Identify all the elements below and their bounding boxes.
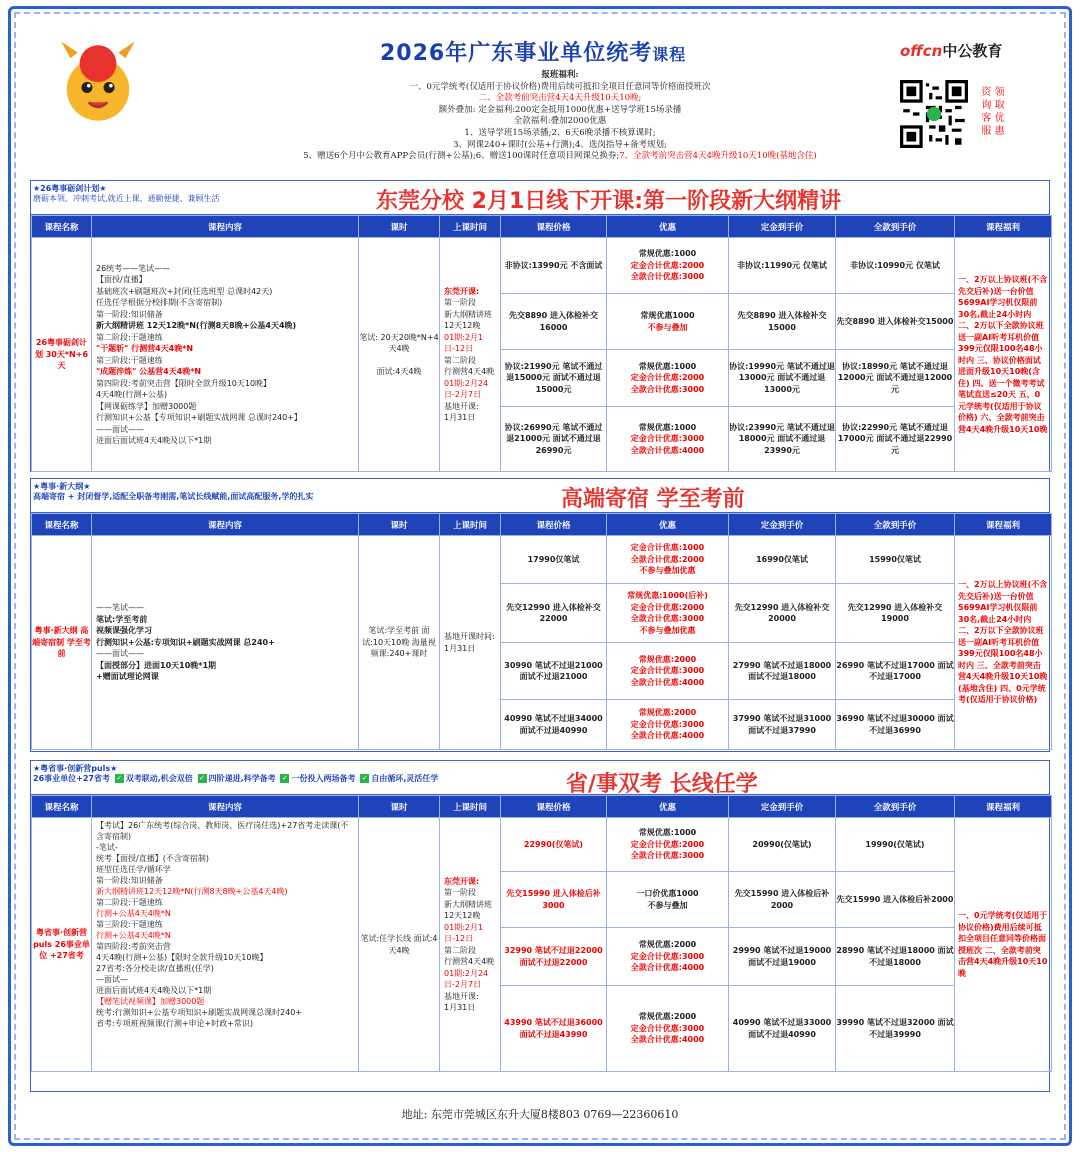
price-cell: 先交15990 进入体检后补3000: [501, 872, 607, 928]
section-header: ★26粤事砺剑计划★ 磨砺本领、冲刺考试,就近上课、通勤便捷、兼顾生活 东莞分校 2月1日线下开课:第一阶段新大纲精讲: [31, 181, 1049, 215]
full-price-cell: 非协议:10990元 仅笔试: [836, 238, 955, 294]
full-price-cell: 28990 笔试不过退18000 面试不过退18000: [836, 928, 955, 986]
table-header-row: 课程名称 课程内容 课时 上课时间 课程价格 优惠 定金到手价 全款到手价 课程福利: [32, 216, 1052, 238]
discount-cell: 一口价优惠1000 不参与叠加: [607, 872, 729, 928]
enrollment-benefits: 报班福利: 一、0元学统考(仅适用于协议价格)费用后续可抵扣全项目任意同等价格面授班次 二、全款考前突击营4天4天升级10天10晚; 额外叠加: 定金福利:200定金抵用1000优惠+送导学班15场录播 全款福利:叠加2000优惠 1、送导学班15场录播;2、6天6晚录播不核算课时; 3、网课240+课时(公基+行测);4、选岗指导+备考规划; 5、赠送6个月中公教育APP会员(行测+公基);6、赠送100课时任意项目网课兑换券;7、全款考前突击营4天4晚升级10天10晚(基地含住): [303, 70, 817, 162]
course-hours: 笔试:任学长线 面试:4天4晚: [359, 818, 440, 1072]
price-cell: 30990 笔试不过退21000 面试不过退21000: [501, 643, 607, 700]
qr-caption: 资 领 询 取 客 优 服 惠: [981, 87, 1005, 137]
discount-cell: 常规优惠:1000 定金合计优惠:2000 全款合计优惠:3000: [607, 350, 729, 407]
discount-cell: 常规优惠:2000 定金合计优惠:3000 全款合计优惠:4000: [607, 986, 729, 1072]
brand-logo: offcn中公教育: [900, 42, 1003, 60]
discount-cell: 常规优惠:2000 定金合计优惠:3000 全款合计优惠:4000: [607, 928, 729, 986]
price-cell: 先交8890 进入体检补交16000: [501, 294, 607, 350]
deposit-price-cell: 37990 笔试不过退31000 面试不过退37990: [729, 700, 836, 750]
price-cell: 40990 笔试不过退34000 面试不过退40990: [501, 700, 607, 750]
discount-cell: 常规优惠1000 不参与叠加: [607, 294, 729, 350]
course-name: 粤事·新大纲 高端寄宿制 学至考前: [32, 536, 92, 750]
course-welfare: 一、2万以上协议班(不含先交后补)送一台价值5699AI学习机仅限前30名,截止24小时内 二、2万以下全款协议班送一副AI听考耳机价值399元仅限100名48小时内 三、全款考前突击营4天4晚升级10天10晚(基地含住) 四、0元学统考(仅适用于协议价格): [955, 536, 1052, 750]
price-cell: 43990 笔试不过退36000 面试不过退43990: [501, 986, 607, 1072]
discount-cell: 常规优惠:1000 定金合计优惠:2000 全款合计优惠:3000: [607, 238, 729, 294]
class-time: 东莞开课: 第一阶段 新大纲精讲班 12天12晚 01期:2月1日-12日 第二阶段 行测营4天4晚 01期:2月24日-2月7日 基地开课: 1月31日: [440, 238, 501, 472]
table-row: [32, 536, 1052, 584]
course-table: [31, 795, 1052, 1072]
deposit-price-cell: 20990(仅笔试): [729, 818, 836, 872]
full-price-cell: 协议:22990元 笔试不通过退17000元 面试不通过退22990元: [836, 407, 955, 472]
section-innovation-camp: [30, 760, 1050, 1092]
full-price-cell: 15990仅笔试: [836, 536, 955, 584]
discount-cell: 常规优惠:2000 定金合计优惠:3000 全款合计优惠:4000: [607, 643, 729, 700]
full-price-cell: 26990 笔试不过退17000 面试不过退17000: [836, 643, 955, 700]
deposit-price-cell: 先交15990 进入体检后补2000: [729, 872, 836, 928]
check-icon: ✓: [282, 774, 288, 782]
course-table: [31, 215, 1052, 472]
discount-cell: 常规优惠:1000 定金合计优惠:2000 全款合计优惠:3000: [607, 818, 729, 872]
full-price-cell: 协议:18990元 笔试不通过退12000元 面试不通过退12000元: [836, 350, 955, 407]
course-content: ——笔试—— 笔试:学至考前 视频课强化学习 行测知识+公基:专项知识+刷题实战网课 总240+ ——面试—— 【面授部分】进面10天10晚*1期 +赠面试理论网课: [92, 536, 359, 750]
course-welfare: 一、0元学统考(仅适用于协议价格)费用后续可抵扣全项目任意同等价格面授班次 二、全款考前突击营4天4晚升级10天10晚: [955, 818, 1052, 1072]
course-hours: 笔试:学至考前 面试:10天10晚 海量视频课:240+课时: [359, 536, 440, 750]
price-cell: 协议:26990元 笔试不通过退21000元 面试不通过退26990元: [501, 407, 607, 472]
section-header: ★粤省事·创新营puls★ 26事业单位+27省考 ✓ 双考联动,机会双倍 ✓ 四阶递进,科学备考 ✓ 一份投入两场备考 ✓ 自由循环,灵活任学 省/事双考 长线任学: [31, 761, 1049, 795]
price-cell: 17990仅笔试: [501, 536, 607, 584]
table-row: [32, 818, 1052, 872]
course-content: 26统考——笔试—— 【面授/直播】 基础班次+刷题班次+封闭(任选班型 总课时42天) 任选任学根据分校排期(不含寄宿制) 第一阶段:知识储备 新大纲精讲班 12天12晚*N(行测8天8晚+公基4天4晚) 第二阶段:干题速练 "干题斩" 行测营4天4晚*N 第三阶段:干题速练 "成题淬炼" 公基营4天4晚*N 第四阶段:考前突击营【限时全款升级10天10晚】 4天4晚(行测+公基) 【网课砺练学】加赠3000题 行测知识+公基【专项知识+刷题实战网课 总课时240+】 ——面试—— 进面后面试班4天4晚及以下*1期: [92, 238, 359, 472]
price-cell: 协议:21990元 笔试不通过退15000元 面试不通过退15000元: [501, 350, 607, 407]
deposit-price-cell: 协议:19990元 笔试不通过退13000元 面试不通过退13000元: [729, 350, 836, 407]
course-table: [31, 513, 1052, 750]
deposit-price-cell: 27990 笔试不过退18000 面试不过退18000: [729, 643, 836, 700]
section-banner: 东莞分校 2月1日线下开课:第一阶段新大纲精讲: [376, 189, 842, 214]
class-time: 基地开课时间: 1月31日: [440, 536, 501, 750]
table-header-row: 课程名称 课程内容 课时 上课时间 课程价格 优惠 定金到手价 全款到手价 课程福利: [32, 796, 1052, 818]
deposit-price-cell: 29990 笔试不过退19000 面试不过退19000: [729, 928, 836, 986]
page-title: 2026年广东事业单位统考课程: [380, 41, 687, 66]
deposit-price-cell: 先交12990 进入体检补交20000: [729, 584, 836, 643]
deposit-price-cell: 40990 笔试不过退33000 面试不过退40990: [729, 986, 836, 1072]
course-hours: 笔试: 20天20晚*N+4天4晚 面试:4天4晚: [359, 238, 440, 472]
price-cell: 32990 笔试不过退22000 面试不过退22000: [501, 928, 607, 986]
section-header: ★粤事·新大纲★ 高端寄宿 + 封闭督学,适配全职备考刚需,笔试长线赋能,面试高配服务,学的扎实 高端寄宿 学至考前: [31, 479, 1049, 513]
price-cell: 先交12990 进入体检补交22000: [501, 584, 607, 643]
section-banner: 高端寄宿 学至考前: [561, 487, 745, 512]
full-price-cell: 36990 笔试不过退30000 面试不过退36990: [836, 700, 955, 750]
qr-code-icon[interactable]: [900, 80, 968, 148]
check-icon: ✓: [361, 774, 368, 782]
full-price-cell: 先交15990 进入体检后补2000: [836, 872, 955, 928]
section-lijian-plan: [30, 180, 1050, 472]
discount-cell: 定金合计优惠:1000 全款合计优惠:2000 不参与叠加优惠: [607, 536, 729, 584]
discount-cell: 常规优惠:2000 定金合计优惠:3000 全款合计优惠:4000: [607, 700, 729, 750]
class-time: 东莞开课: 第一阶段 新大纲精讲班 12天12晚 01期:2月1日-12日 第二阶段 行测营4天4晚 01期:2月24日-2月7日 基地开课: 1月31日: [440, 818, 501, 1072]
course-name: 粤省事·创新营puls 26事业单位 +27省考: [32, 818, 92, 1072]
deposit-price-cell: 16990仅笔试: [729, 536, 836, 584]
course-welfare: 一、2万以上协议班(不含先交后补)送一台价值5699AI学习机仅限前30名,截止24小时内 二、2万以下全款协议班送一副AI听考耳机价值399元仅限100名48小时内 三、协议价格面试进面升级10天10晚(含住) 四、送一个微考考试笔试直送≤20天 五、0元学统考(仅适用于协议价格) 六、全款考前突击营4天4晚升级10天10晚: [955, 238, 1052, 472]
full-price-cell: 先交12990 进入体检补交19000: [836, 584, 955, 643]
section-new-syllabus: [30, 478, 1050, 752]
section-banner: 省/事双考 长线任学: [566, 772, 758, 797]
footer-address: 地址: 东莞市莞城区东升大厦8楼803 0769—22360610: [401, 1108, 679, 1121]
check-icon: ✓: [116, 774, 123, 782]
discount-cell: 常规优惠:1000(后补) 定金合计优惠:2000 全款合计优惠:3000 不参与叠加优惠: [607, 584, 729, 643]
full-price-cell: 39990 笔试不过退32000 面试不过退39990: [836, 986, 955, 1072]
deposit-price-cell: 先交8890 进入体检补交15000: [729, 294, 836, 350]
full-price-cell: 先交8890 进入体检补交15000: [836, 294, 955, 350]
full-price-cell: 19990(仅笔试): [836, 818, 955, 872]
course-content: 【考试】26广东统考(综合岗、教师岗、医疗岗任选)+27省考走读课(不含寄宿制) -笔试- 统考【面授/直播】(不含寄宿制) 班型任选任学/循环学 第一阶段:知识储备 新大纲精讲班12天12晚*N(行测8天8晚+公基4天4晚) 第二阶段:干题速练 行测+公基4天4晚*N 第三阶段:干题速练 行测+公基4天4晚*N 第四阶段:考前突击营 4天4晚(行测+公基)【限时全款升级10天10晚】 27省考:各分校走读/直播班(任学) —面试— 进面后面试班4天4晚及以下*1期 【赠笔试视频课】加赠3000题 统考:行测知识+公基专项知识+刷题实战网课总课时240+ 省考:专项班视频课(行测+申论+时政+常识): [92, 818, 359, 1072]
check-icon: ✓: [199, 774, 206, 782]
deposit-price-cell: 协议:23990元 笔试不通过退18000元 面试不通过退23990元: [729, 407, 836, 472]
price-cell: 非协议:13990元 不含面试: [501, 238, 607, 294]
discount-cell: 常规优惠:1000 定金合计优惠:3000 全款合计优惠:4000: [607, 407, 729, 472]
price-cell: 22990(仅笔试): [501, 818, 607, 872]
table-header-row: 课程名称 课程内容 课时 上课时间 课程价格 优惠 定金到手价 全款到手价 课程福利: [32, 514, 1052, 536]
mascot-logo: [52, 36, 144, 128]
course-name: 26粤事砺剑计划 30天*N+6天: [32, 238, 92, 472]
table-row: [32, 238, 1052, 294]
deposit-price-cell: 非协议:11990元 仅笔试: [729, 238, 836, 294]
